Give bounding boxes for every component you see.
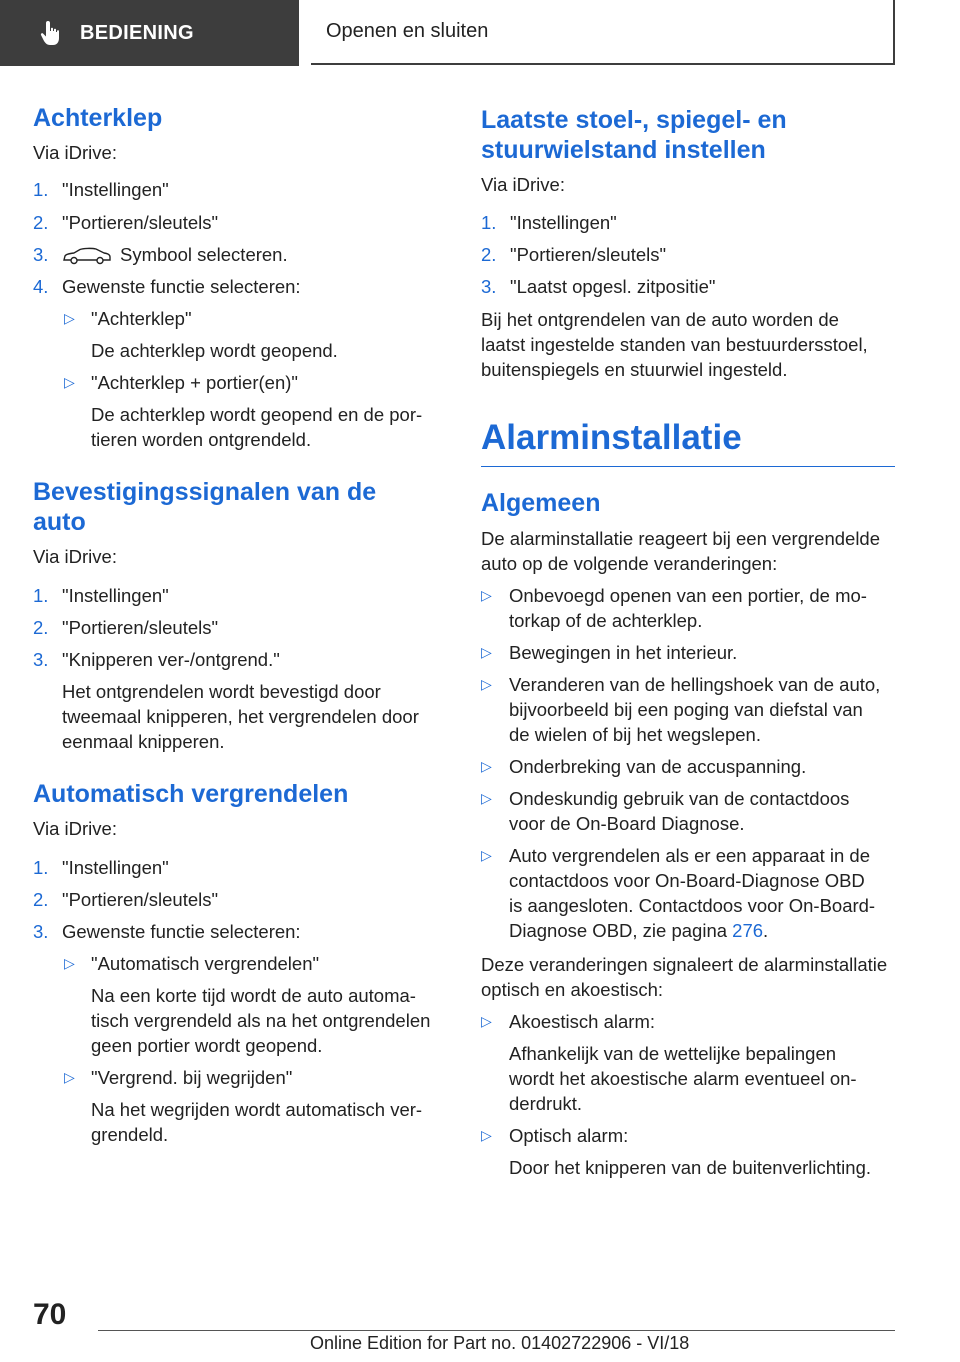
step-text: "Knipperen ver-/ontgrend." <box>62 649 280 670</box>
bullet-text: Onderbreking van de accuspanning. <box>509 756 807 777</box>
bullet-marker: ▷ <box>481 1013 492 1029</box>
bullet-text: Auto vergrendelen als er een apparaat in de <box>509 845 871 866</box>
step-text: "Instellingen" <box>62 857 169 878</box>
step-text: "Portieren/sleutels" <box>62 889 219 910</box>
bullet-text: Optisch alarm: <box>509 1125 629 1146</box>
bullet-desc: Afhankelijk van de wettelijke bepalingen <box>509 1043 837 1064</box>
page-header <box>0 0 960 66</box>
bullet-text: Onbevoegd openen van een portier, de mo- <box>509 585 867 606</box>
bullet-marker: ▷ <box>64 310 75 326</box>
hand-pointer-icon <box>40 20 62 46</box>
step-desc: Het ontgrendelen wordt bevestigd door <box>62 681 381 702</box>
via-idrive: Via iDrive: <box>33 142 117 163</box>
paragraph: auto op de volgende veranderingen: <box>481 553 778 574</box>
step-number: 3. <box>33 921 49 942</box>
bullet-text: Diagnose OBD, zie pagina <box>509 920 728 941</box>
bullet-text: Akoestisch alarm: <box>509 1011 655 1032</box>
bullet-marker: ▷ <box>481 676 492 692</box>
punctuation: . <box>763 920 769 941</box>
option-desc: Na een korte tijd wordt de auto automa- <box>91 985 416 1006</box>
step-number: 1. <box>33 585 49 606</box>
car-icon <box>62 247 112 265</box>
step-text: Symbool selecteren. <box>120 244 288 265</box>
option-desc: Na het wegrijden wordt automatisch ver- <box>91 1099 423 1120</box>
page-reference-link[interactable]: 276 <box>732 920 764 941</box>
bullet-marker: ▷ <box>64 1069 75 1085</box>
bullet-marker: ▷ <box>64 374 75 390</box>
bullet-desc: wordt het akoestische alarm eventueel on- <box>509 1068 857 1089</box>
chapter-heading-alarm: Alarminstallatie <box>481 418 895 467</box>
bullet-text: Ondeskundig gebruik van de contactdoos <box>509 788 850 809</box>
step-number: 2. <box>33 617 49 638</box>
option-desc: De achterklep wordt geopend en de por- <box>91 404 423 425</box>
step-number: 1. <box>481 212 497 233</box>
step-number: 2. <box>481 244 497 265</box>
bullet-marker: ▷ <box>481 587 492 603</box>
step-text: "Instellingen" <box>510 212 617 233</box>
bullet-text: bijvoorbeeld bij een poging van diefstal van <box>509 699 863 720</box>
paragraph: Bij het ontgrendelen van de auto worden de <box>481 309 839 330</box>
step-desc: tweemaal knipperen, het vergrendelen door <box>62 706 419 727</box>
paragraph: Deze veranderingen signaleert de alarminstallatie <box>481 954 888 975</box>
step-text: "Laatst opgesl. zitpositie" <box>510 276 716 297</box>
heading-laatste-1: Laatste stoel-, spiegel- en <box>481 106 787 134</box>
step-text-with-icon <box>62 242 288 267</box>
option-name: "Achterklep" <box>91 308 192 329</box>
chapter-title: Openen en sluiten <box>326 20 489 42</box>
step-number: 3. <box>481 276 497 297</box>
step-text: "Instellingen" <box>62 585 169 606</box>
bullet-desc: derdrukt. <box>509 1093 583 1114</box>
bullet-marker: ▷ <box>481 1127 492 1143</box>
bullet-marker: ▷ <box>481 790 492 806</box>
via-idrive: Via iDrive: <box>33 818 117 839</box>
bullet-text: is aangesloten. Contactdoos voor On-Board- <box>509 895 876 916</box>
step-text: Gewenste functie selecteren: <box>62 276 301 297</box>
step-number: 2. <box>33 212 49 233</box>
heading-bevestiging-2: auto <box>33 508 86 536</box>
step-text: "Portieren/sleutels" <box>510 244 667 265</box>
heading-automatisch: Automatisch vergrendelen <box>33 780 349 808</box>
page-number: 70 <box>33 1298 67 1331</box>
paragraph: optisch en akoestisch: <box>481 979 664 1000</box>
step-number: 1. <box>33 179 49 200</box>
footer-edition: Online Edition for Part no. 01402722906 - VI/18 <box>310 1333 690 1353</box>
step-number: 2. <box>33 889 49 910</box>
chapter-title-box <box>311 0 895 65</box>
step-text: "Portieren/sleutels" <box>62 212 219 233</box>
section-label: BEDIENING <box>80 21 194 44</box>
step-number: 3. <box>33 244 49 265</box>
bullet-text-with-link <box>509 918 768 943</box>
bullet-marker: ▷ <box>481 644 492 660</box>
bullet-text: voor de On-Board Diagnose. <box>509 813 745 834</box>
heading-achterklep: Achterklep <box>33 104 163 132</box>
bullet-text: torkap of de achterklep. <box>509 610 703 631</box>
paragraph: buitenspiegels en stuurwiel ingesteld. <box>481 359 788 380</box>
step-text: "Portieren/sleutels" <box>62 617 219 638</box>
step-text: Gewenste functie selecteren: <box>62 921 301 942</box>
bullet-text: contactdoos voor On-Board-Diagnose OBD <box>509 870 865 891</box>
bullet-marker: ▷ <box>64 955 75 971</box>
option-desc: grendeld. <box>91 1124 169 1145</box>
bullet-desc: Door het knipperen van de buitenverlichting. <box>509 1157 872 1178</box>
step-number: 4. <box>33 276 49 297</box>
option-name: "Automatisch vergrendelen" <box>91 953 320 974</box>
via-idrive: Via iDrive: <box>481 174 565 195</box>
step-number: 1. <box>33 857 49 878</box>
section-tab <box>0 0 299 66</box>
option-desc: tisch vergrendeld als na het ontgrendelen <box>91 1010 431 1031</box>
bullet-text: Veranderen van de hellingshoek van de auto, <box>509 674 881 695</box>
option-name: "Vergrend. bij wegrijden" <box>91 1067 293 1088</box>
bullet-text: Bewegingen in het interieur. <box>509 642 738 663</box>
step-text: "Instellingen" <box>62 179 169 200</box>
option-desc: De achterklep wordt geopend. <box>91 340 338 361</box>
heading-bevestiging-1: Bevestigingssignalen van de <box>33 478 377 506</box>
bullet-marker: ▷ <box>481 847 492 863</box>
paragraph: laatst ingestelde standen van bestuurdersstoel, <box>481 334 868 355</box>
heading-algemeen: Algemeen <box>481 489 601 517</box>
paragraph: De alarminstallatie reageert bij een vergrendelde <box>481 528 881 549</box>
option-desc: tieren worden ontgrendeld. <box>91 429 312 450</box>
via-idrive: Via iDrive: <box>33 546 117 567</box>
step-number: 3. <box>33 649 49 670</box>
step-desc: eenmaal knipperen. <box>62 731 225 752</box>
option-name: "Achterklep + portier(en)" <box>91 372 298 393</box>
footer-divider <box>98 1330 895 1331</box>
heading-laatste-2: stuurwielstand instellen <box>481 136 766 164</box>
bullet-text: de wielen of bij het wegslepen. <box>509 724 761 745</box>
option-desc: geen portier wordt geopend. <box>91 1035 323 1056</box>
bullet-marker: ▷ <box>481 758 492 774</box>
